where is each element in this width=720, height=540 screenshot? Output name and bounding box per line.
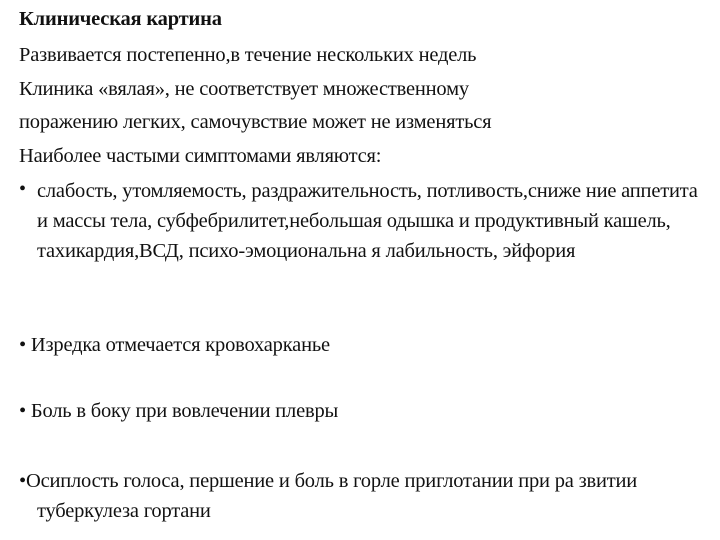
bullet-item-side-pain: • Боль в боку при вовлечении плевры — [19, 400, 339, 422]
text-line-3: поражению легких, самочувствие может не изменяться — [19, 111, 492, 133]
text-line-2: Клиника «вялая», не соответствует множественному — [19, 78, 469, 100]
bullet-item-hemoptysis: • Изредка отмечается кровохарканье — [19, 334, 330, 356]
bullet-item-larynx: •Осиплость голоса, першение и боль в горле приглотании при ра звитии туберкулеза гортани — [19, 470, 638, 522]
bullet-item-symptoms: слабость, утомляемость, раздражительность, потливость,сниже ние аппетита и массы тела, субфебрилитет,небольшая одышка и продуктивный кашель, тахикардия,ВСД, психо-эмоциональна я лабильность, эйфория — [37, 180, 698, 262]
text-line-1: Развивается постепенно,в течение нескольких недель — [19, 44, 477, 66]
bullet-dot: • — [19, 178, 26, 200]
slide-title: Клиническая картина — [19, 8, 222, 30]
text-line-4: Наиболее частыми симптомами являются: — [19, 145, 382, 167]
